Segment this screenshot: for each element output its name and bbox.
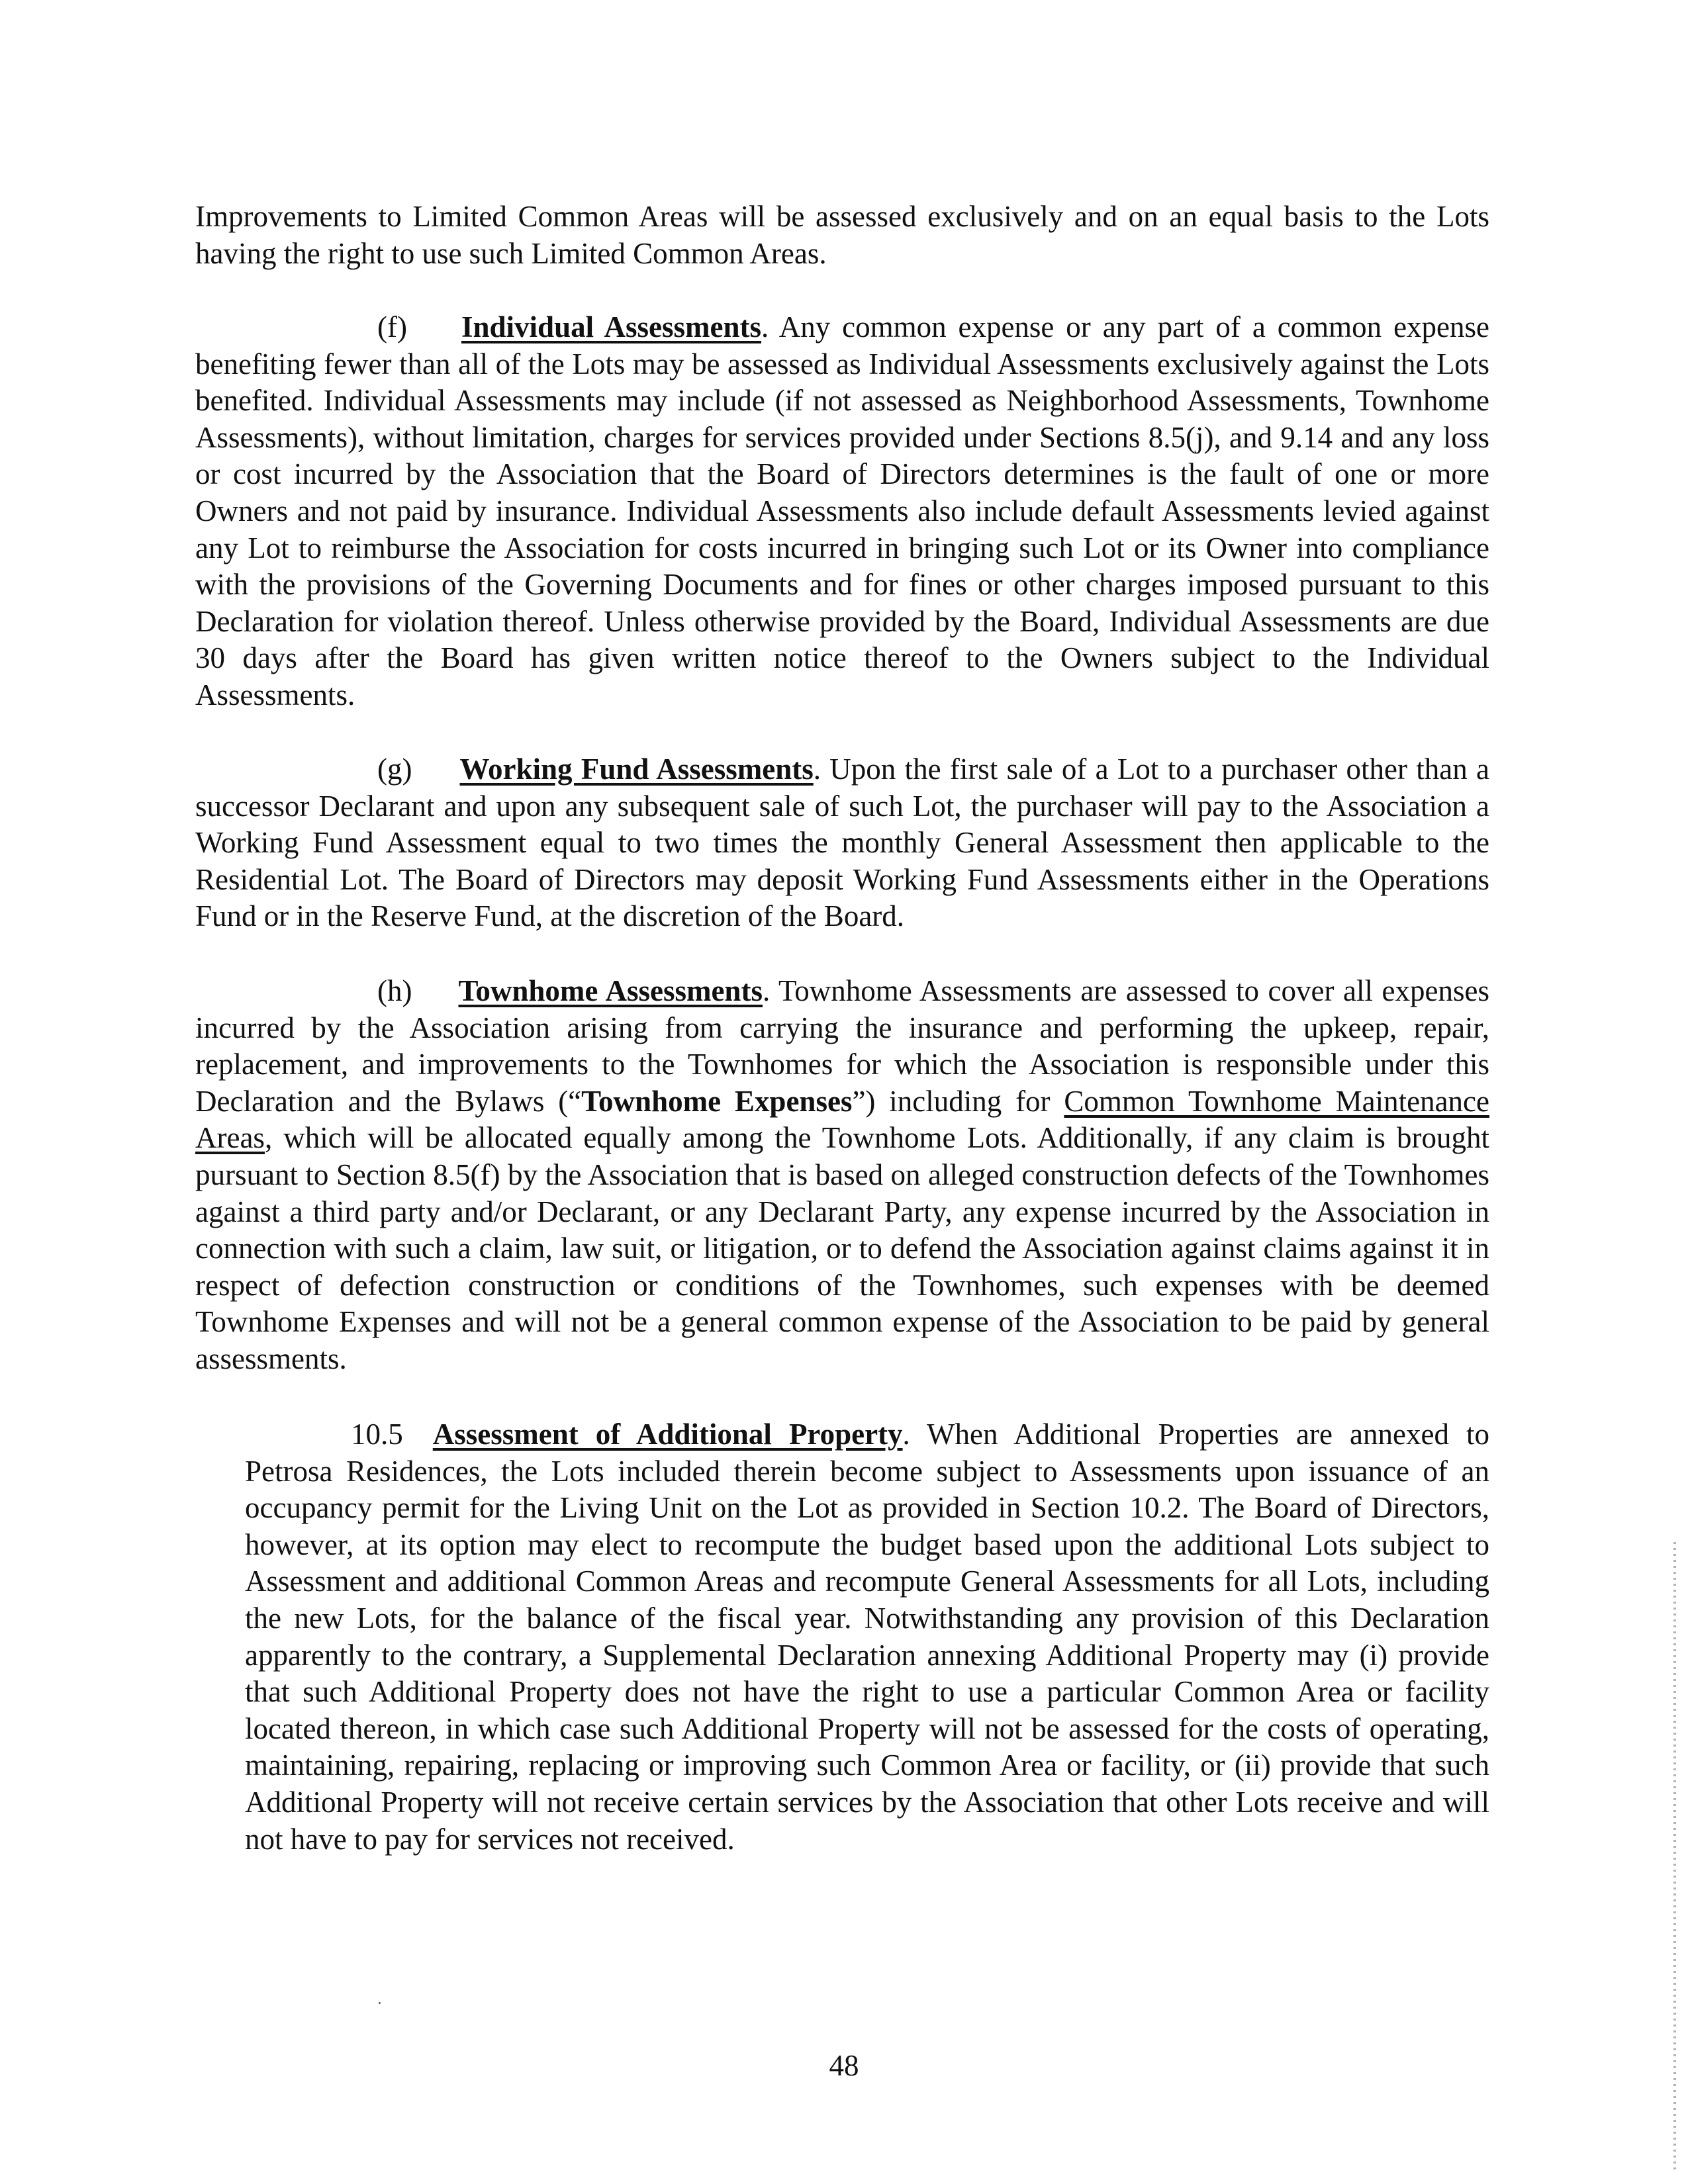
section-h-defined-term: Townhome Expenses	[581, 1084, 853, 1118]
section-h-paragraph	[195, 973, 1489, 1378]
section-10-5-paragraph	[245, 1416, 1489, 1858]
section-f-marker: (f)	[377, 310, 407, 343]
section-f-body: . Any common expense or any part of a common expense benefiting fewer than all of the Lots may be assessed as Individual Assessments exclusively against the Lots benefited. Individual Assessments may include (if not assessed as Neighborhood Assessments, Townhome Assessments), without limitation, charges for services provided under Sections 8.5(j), and 9.14 and any loss or cost incurred by the Association that the Board of Directors determines is the fault of one or more Owners and not paid by insurance. Individual Assessments also include default Assessments levied against any Lot to reimburse the Association for costs incurred in bringing such Lot or its Owner into compliance with the provisions of the Governing Documents and for fines or other charges imposed pursuant to this Declaration for violation thereof. Unless otherwise provided by the Board, Individual Assessments are due 30 days after the Board has given written notice thereof to the Owners subject to the Individual Assessments.	[195, 310, 1489, 711]
page-number: 48	[829, 2049, 859, 2082]
scan-edge-artifact	[1673, 1542, 1676, 2171]
section-10-5-body: . When Additional Properties are annexed to Petrosa Residences, the Lots included therein become subject to Assessments upon issuance of an occupancy permit for the Living Unit on the Lot as provided in Section 10.2. The Board of Directors, however, at its option may elect to recompute the budget based upon the additional Lots subject to Assessment and additional Common Areas and recompute General Assessments for all Lots, including the new Lots, for the balance of the fiscal year. Notwithstanding any provision of this Declaration apparently to the contrary, a Supplemental Declaration annexing Additional Property may (i) provide that such Additional Property does not have the right to use a particular Common Area or facility located thereon, in which case such Additional Property will not be assessed for the costs of operating, maintaining, repairing, replacing or improving such Common Area or facility, or (ii) provide that such Additional Property will not receive certain services by the Association that other Lots receive and will not have to pay for services not received.	[245, 1418, 1489, 1856]
scan-speck-artifact	[379, 2002, 381, 2004]
section-g-body: . Upon the first sale of a Lot to a purchaser other than a successor Declarant and upon any subsequent sale of such Lot, the purchaser will pay to the Association a Working Fund Assessment equal to two times the monthly General Assessment then applicable to the Residential Lot. The Board of Directors may deposit Working Fund Assessments either in the Operations Fund or in the Reserve Fund, at the discretion of the Board.	[195, 752, 1489, 933]
section-g-heading: Working Fund Assessments	[459, 752, 814, 786]
section-h-underlined-term: Common Townhome Maintenance Areas	[195, 1084, 1489, 1155]
intro-text: Improvements to Limited Common Areas will be assessed exclusively and on an equal basis to the Lots having the right to use such Limited Common Areas.	[195, 200, 1489, 270]
section-10-5-heading: Assessment of Additional Property	[432, 1418, 903, 1451]
section-h-marker: (h)	[377, 974, 412, 1007]
section-g-marker: (g)	[377, 752, 412, 786]
section-h-body-3: , which will be allocated equally among the Townhome Lots. Additionally, if any claim is brought pursuant to Section 8.5(f) by the Association that is based on alleged construction defects of the Townhomes against a third party and/or Declarant, or any Declarant Party, any expense incurred by the Association in connection with such a claim, law suit, or litigation, or to defend the Association against claims against it in respect of defection construction or conditions of the Townhomes, such expenses with be deemed Townhome Expenses and will not be a general common expense of the Association to be paid by general assessments.	[195, 1121, 1489, 1375]
section-f-heading: Individual Assessments	[461, 310, 762, 343]
intro-paragraph	[195, 199, 1489, 272]
section-h-body-2: ”) including for	[852, 1084, 1064, 1118]
section-h-heading: Townhome Assessments	[458, 974, 763, 1007]
section-g-paragraph	[195, 751, 1489, 935]
section-10-5-number: 10.5	[351, 1418, 403, 1451]
section-f-paragraph	[195, 309, 1489, 714]
section-h-body-1: . Townhome Assessments are assessed to cover all expenses incurred by the Association arising from carrying the insurance and performing the upkeep, repair, replacement, and improvements to the Townhomes for which the Association is responsible under this Declaration and the Bylaws (“	[195, 974, 1489, 1118]
